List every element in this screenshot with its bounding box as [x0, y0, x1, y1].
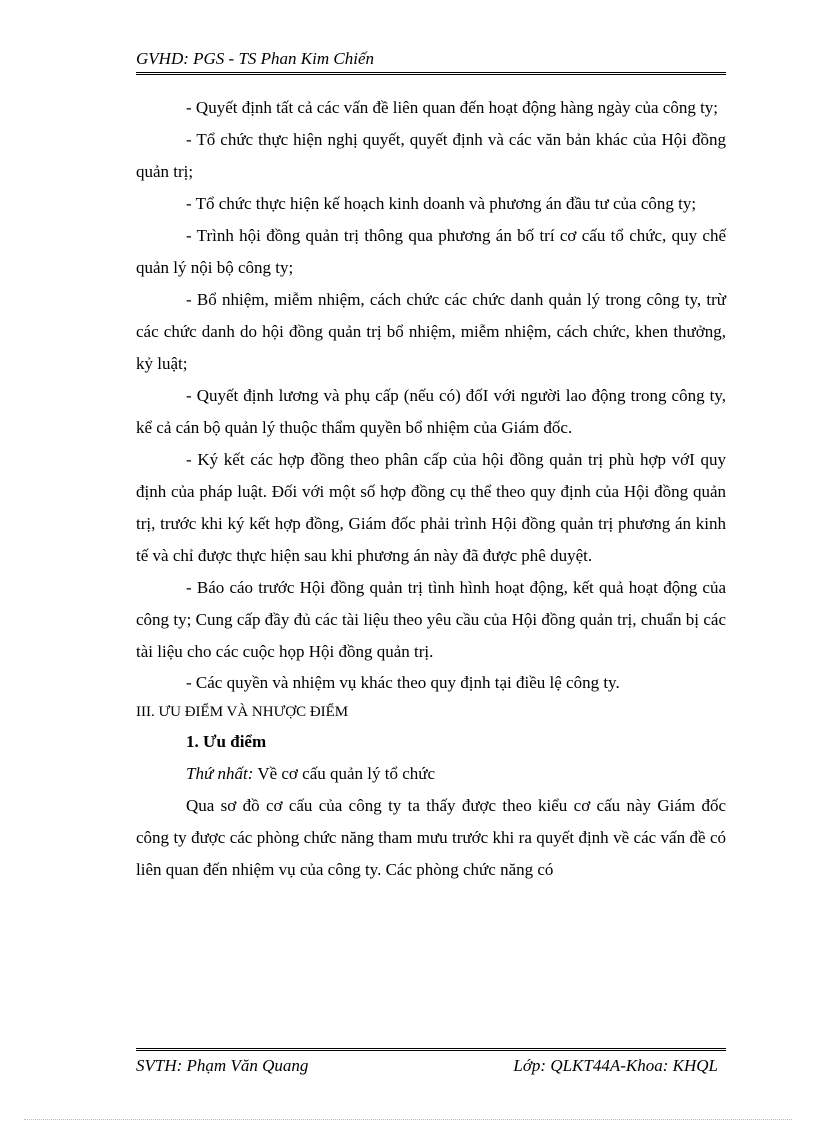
- paragraph: - Trình hội đồng quản trị thông qua phương án bố trí cơ cấu tổ chức, quy chế quản lý nội bộ công ty;: [136, 226, 726, 277]
- paragraph: - Quyết định lương và phụ cấp (nếu có) đốI với người lao động trong công ty, kể cả cán bộ quản lý thuộc thẩm quyền bổ nhiệm của Giám đốc.: [136, 386, 726, 437]
- page-header: [136, 48, 726, 75]
- paragraph: - Ký kết các hợp đồng theo phân cấp của hội đồng quản trị phù hợp vớI quy định của pháp luật. Đối với một số hợp đồng cụ thể theo quy định của Hội đồng quản trị, trước khi ký kết hợp đồng, Giám đốc phải trình Hội đồng quản trị phương án kinh tế và chỉ được thực hiện sau khi phương án này đã được phê duyệt.: [136, 450, 726, 565]
- closing-paragraph: Qua sơ đồ cơ cấu của công ty ta thấy được theo kiểu cơ cấu này Giám đốc công ty được các phòng chức năng tham mưu trước khi ra quyết định về các vấn đề có liên quan đến nhiệm vụ của công ty. Các phòng chức năng có: [136, 796, 726, 879]
- supervisor-text: GVHD: PGS - TS Phan Kim Chiến: [136, 49, 374, 68]
- paragraph: - Tổ chức thực hiện nghị quyết, quyết định và các văn bản khác của Hội đồng quản trị;: [136, 130, 726, 181]
- student-name: SVTH: Phạm Văn Quang: [136, 1056, 309, 1075]
- point-line: [136, 758, 726, 790]
- paragraph: - Báo cáo trước Hội đồng quản trị tình hình hoạt động, kết quả hoạt động của công ty; Cung cấp đầy đủ các tài liệu theo yêu cầu của Hội đồng quản trị, chuẩn bị các tài liệu cho các cuộc họp Hội đồng quản trị.: [136, 578, 726, 661]
- paragraph: - Quyết định tất cả các vấn đề liên quan đến hoạt động hàng ngày của công ty;: [186, 98, 719, 117]
- page-footer: [136, 1048, 726, 1076]
- paragraph: - Tổ chức thực hiện kế hoạch kinh doanh và phương án đầu tư của công ty;: [186, 194, 697, 213]
- section-heading: III. ƯU ĐIỂM VÀ NHƯỢC ĐIỂM: [136, 704, 349, 720]
- page-bottom-divider: [24, 1119, 792, 1120]
- paragraph: - Các quyền và nhiệm vụ khác theo quy định tại điều lệ công ty.: [186, 673, 620, 692]
- document-body: [136, 92, 726, 886]
- paragraph: - Bổ nhiệm, miễm nhiệm, cách chức các chức danh quản lý trong công ty, trừ các chức danh do hội đồng quản trị bổ nhiệm, miễm nhiệm, cách chức, khen thưởng, kỷ luật;: [136, 290, 726, 373]
- point-text: Về cơ cấu quản lý tổ chức: [253, 764, 436, 783]
- class-info: Lớp: QLKT44A-Khoa: KHQL: [513, 1056, 718, 1075]
- subsection-title: 1. Ưu điểm: [186, 732, 267, 751]
- point-label: Thứ nhất:: [186, 764, 254, 783]
